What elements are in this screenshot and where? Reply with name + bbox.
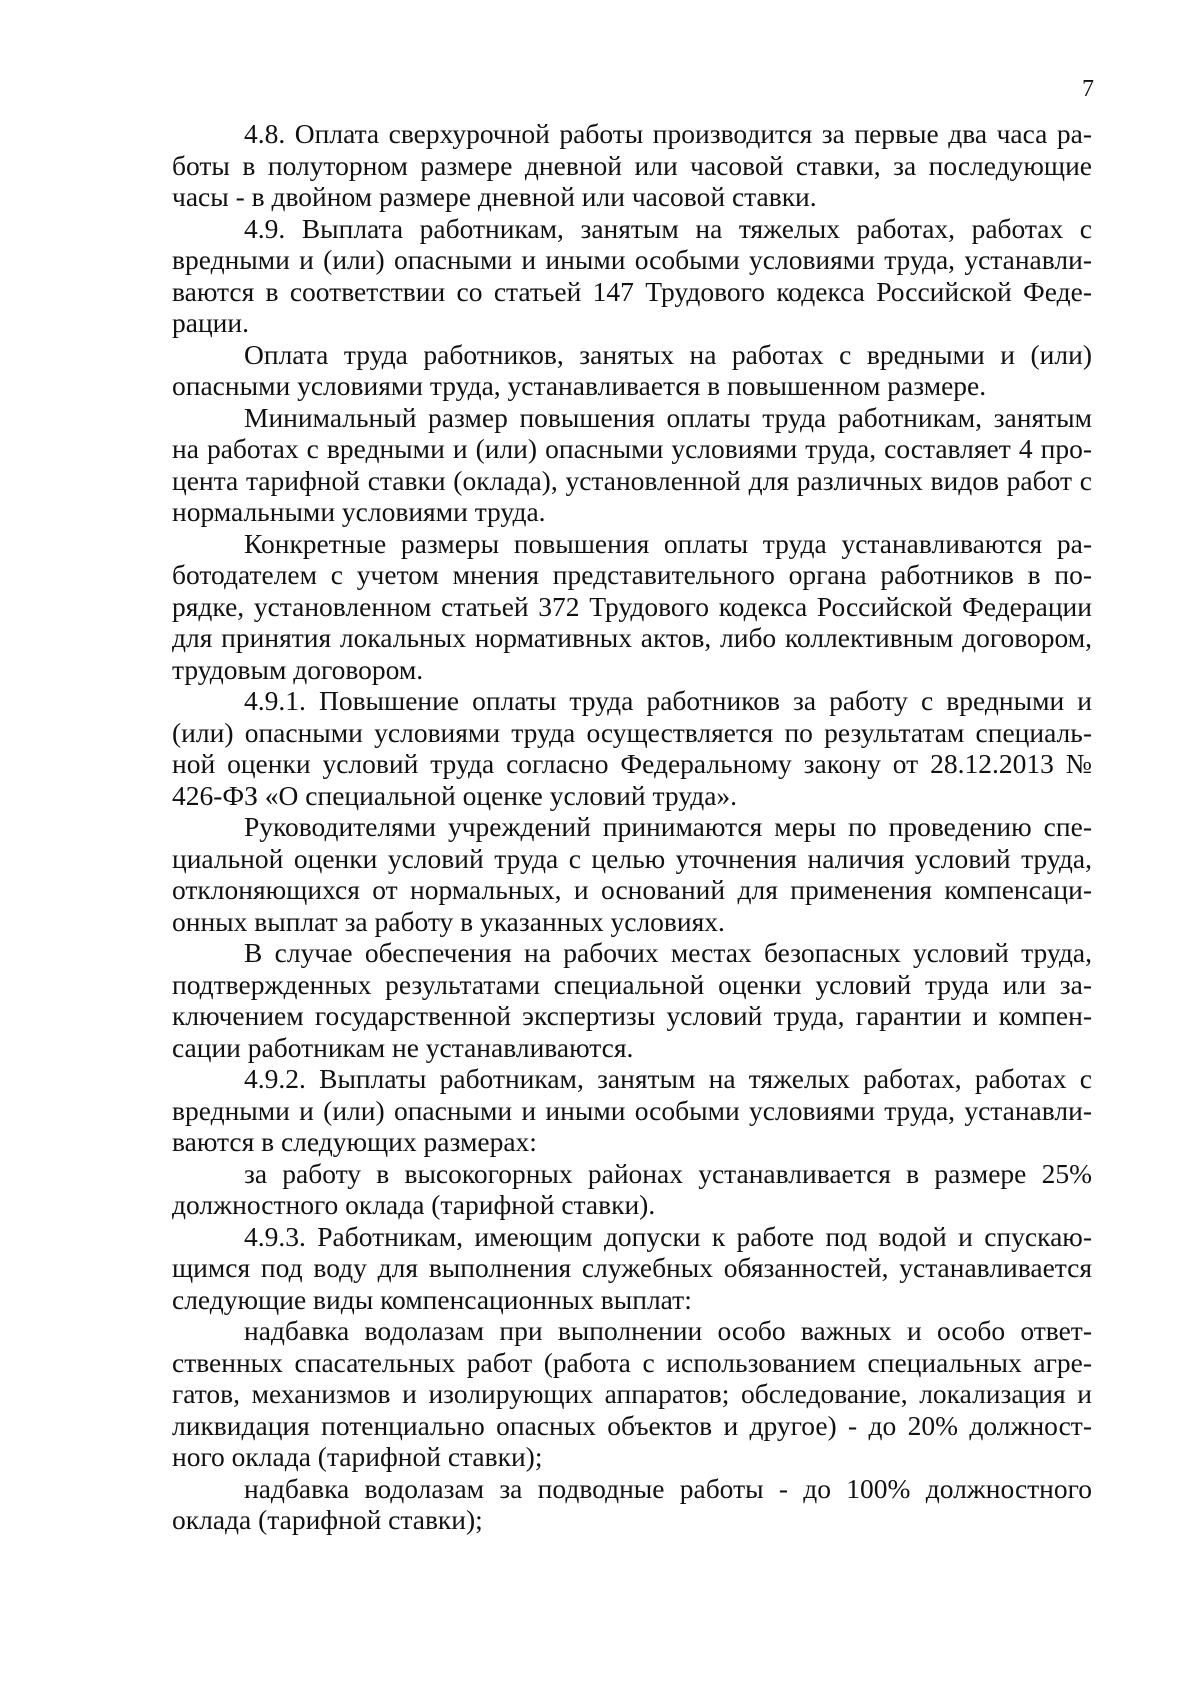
paragraph-4-8: 4.8. Оплата сверхурочной работы производится за первые два часа работы в полуторном размере дневной или часовой ставки, за последующие часы - в двойном размере дневной или часовой ставки. bbox=[172, 118, 1092, 212]
paragraph-hazard-pay: Оплата труда работников, занятых на работах с вредными и (или) опасными условиями труда, устанавливается в повышенном размере. bbox=[172, 338, 1092, 401]
paragraph-4-9-2: 4.9.2. Выплаты работникам, занятым на тяжелых работах, работах с вредными и (или) опасными и иными особыми условиями труда, устанавливаются в следующих размерах: bbox=[172, 1063, 1092, 1157]
paragraph-diver-rescue-bonus: надбавка водолазам при выполнении особо важных и особо ответственных спасательных работ (работа с использованием специальных агрегатов, механизмов и изолирующих аппаратов; обследование, локализация и ликвидация потенциально опасных объектов и другое) - до 20% должностного оклада (тарифной ставки); bbox=[172, 1315, 1092, 1472]
paragraph-4-9-3: 4.9.3. Работникам, имеющим допуски к работе под водой и спускающимся под воду для выполнения служебных обязанностей, устанавливается следующие виды компенсационных выплат: bbox=[172, 1220, 1092, 1315]
paragraph-diver-underwater-bonus: надбавка водолазам за подводные работы - до 100% должностного оклада (тарифной ставки); bbox=[172, 1472, 1092, 1535]
page-number: 7 bbox=[1082, 76, 1094, 102]
paragraph-specific-amounts: Конкретные размеры повышения оплаты труда устанавливаются работодателем с учетом мнения представительного органа работников в порядке, установленном статьей 372 Трудового кодекса Российской Федерации для принятия локальных нормативных актов, либо коллективным договором, трудовым договором. bbox=[172, 527, 1092, 685]
paragraph-highland-work: за работу в высокогорных районах устанавливается в размере 25% должностного оклада (тарифной ставки). bbox=[172, 1157, 1092, 1220]
paragraph-minimum-increase: Минимальный размер повышения оплаты труда работникам, занятым на работах с вредными и (или) опасными условиями труда, составляет 4 процента тарифной ставки (оклада), установленной для различных видов работ с нормальными условиями труда. bbox=[172, 401, 1092, 527]
paragraph-4-9: 4.9. Выплата работникам, занятым на тяжелых работах, работах с вредными и (или) опасными и иными особыми условиями труда, устанавливаются в соответствии со статьей 147 Трудового кодекса Российской Федерации. bbox=[172, 212, 1092, 338]
paragraph-4-9-1: 4.9.1. Повышение оплаты труда работников за работу с вредными и (или) опасными условиями труда осуществляется по результатам специальной оценки условий труда согласно Федеральному закону от 28.12.2013 № 426-ФЗ «О специальной оценке условий труда». bbox=[172, 685, 1092, 811]
paragraph-safe-conditions: В случае обеспечения на рабочих местах безопасных условий труда, подтвержденных результатами специальной оценки условий труда или заключением государственной экспертизы условий труда, гарантии и компенсации работникам не устанавливаются. bbox=[172, 937, 1092, 1063]
body-text bbox=[172, 118, 1092, 1536]
paragraph-managers-measures: Руководителями учреждений принимаются меры по проведению специальной оценки условий труда с целью уточнения наличия условий труда, отклоняющихся от нормальных, и оснований для применения компенсационных выплат за работу в указанных условиях. bbox=[172, 811, 1092, 937]
